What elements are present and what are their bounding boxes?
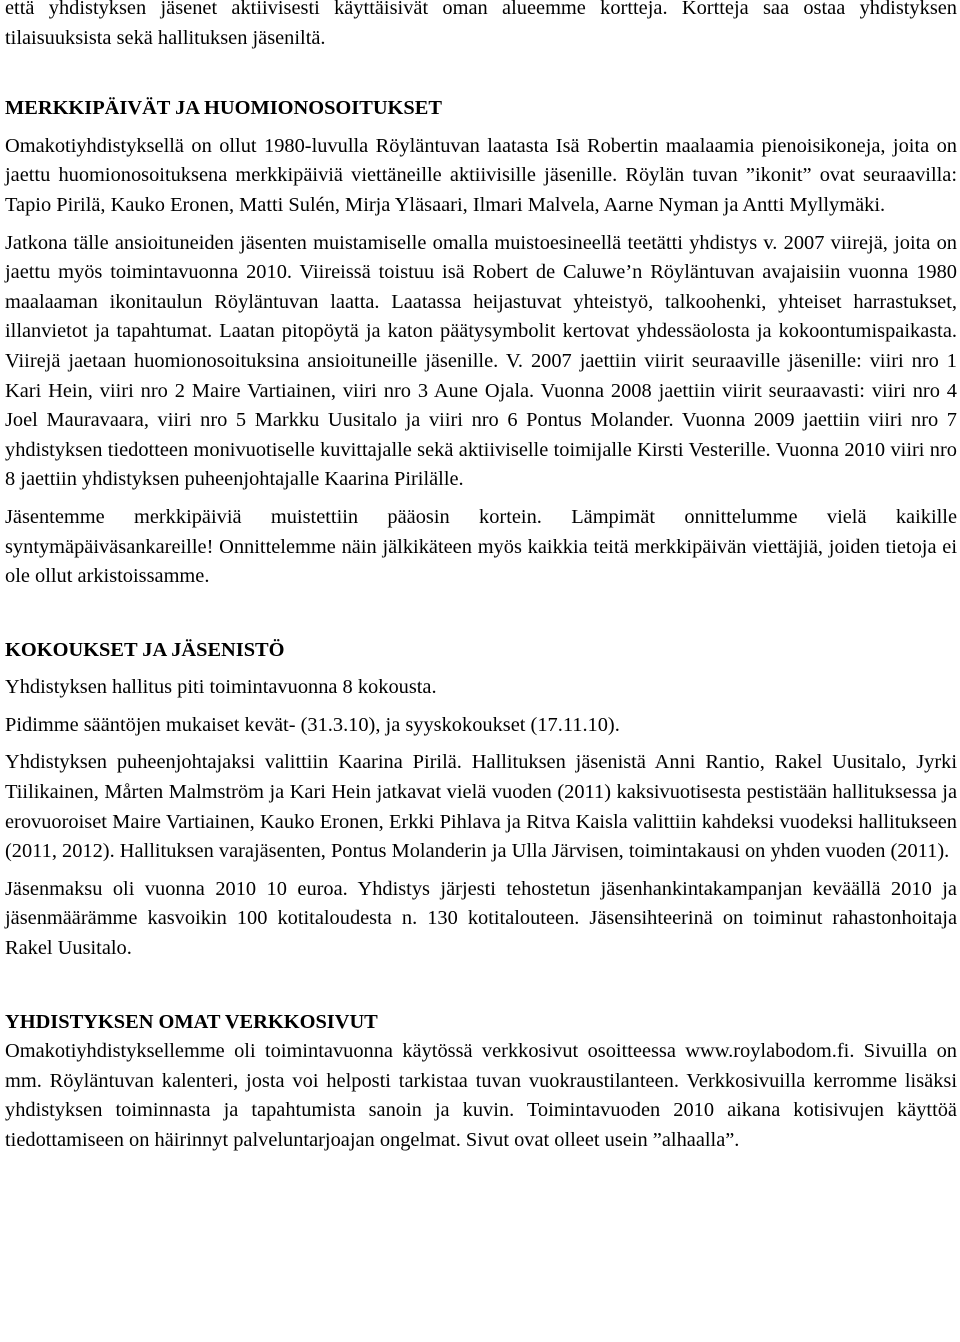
section-heading-web: YHDISTYKSEN OMAT VERKKOSIVUT [5,1010,378,1033]
web-paragraph-1: Omakotiyhdistyksellemme oli toimintavuonna käytössä verkkosivut osoitteessa www.roylabodom.fi. Sivuilla on mm. Röyläntuvan kalenteri, josta voi helposti tarkistaa tuvan vuokraustilanteen. Verkkosivuilla kerromme lisäksi yhdistyksen toiminnasta ja tapahtumista sanoin ja kuvin. Toimintavuoden 2010 aikana kotisivujen käyttöä tiedottamiseen on häirinnyt palveluntarjoajan ongelmat. Sivut ovat olleet usein ”alhaalla”. [5,1040,957,1151]
meetings-paragraph-2: Pidimme sääntöjen mukaiset kevät- (31.3.10), ja syyskokoukset (17.11.10). [5,713,620,736]
badges-paragraph-2: Jatkona tälle ansioituneiden jäsenten muistamiselle omalla muistoesineellä teetätti yhdistys v. 2007 viirejä, joita on jaettu myös toimintavuonna 2010. Viireissä toistuu isä Robert de Caluwe’n Röyläntuvan avajaisiin vuonna 1980 maalaaman ikonitaulun Röyläntuvan laatta. Laatassa heijastuvat yhteistyö, talkoohenki, yhteiset harrastukset, illanvietot ja tapahtumat. Laatan pitopöytä ja katon päätysymbolit kertovat yhdessäolosta ja kokoontumispaikasta. Viirejä jaetaan huomionosoituksina ansioituneille jäsenille. V. 2007 jaettiin viirit seuraaville jäsenille: viiri nro 1 Kari Hein, viiri nro 2 Maire Vartiainen, viiri nro 3 Aune Ojala. Vuonna 2008 jaettiin viirit seuraavasti: viiri nro 4 Joel Mauravaara, viiri nro 5 Markku Uusitalo ja viiri nro 6 Pontus Molander. Vuonna 2009 jaettiin viiri nro 7 yhdistyksen tiedotteen monivuotiselle kuvittajalle sekä aktiiviselle toimijalle Kirsti Vesterille. Vuonna 2010 viiri nro 8 jaettiin yhdistyksen puheenjohtajalle Kaarina Pirilälle. [5,231,957,491]
intro-paragraph: että yhdistyksen jäsenet aktiivisesti käyttäisivät oman alueemme kortteja. Kortteja saa ostaa yhdistyksen tilaisuuksista sekä hallituksen jäseniltä. [5,0,957,49]
meetings-paragraph-1: Yhdistyksen hallitus piti toimintavuonna 8 kokousta. [5,676,437,699]
badges-paragraph-1: Omakotiyhdistyksellä on ollut 1980-luvulla Röyläntuvan laatasta Isä Robertin maalaamia pienoisikoneja, joita on jaettu huomionosoituksena merkkipäiviä viettäneille aktiivisille jäsenille. Röylän tuvan ”ikonit” ovat seuraavilla: Tapio Pirilä, Kauko Eronen, Matti Sulén, Mirja Yläsaari, Ilmari Malvela, Aarne Nyman ja Antti Myllymäki. [5,134,957,216]
section-heading-badges: MERKKIPÄIVÄT JA HUOMIONOSOITUKSET [5,97,442,120]
meetings-paragraph-3: Yhdistyksen puheenjohtajaksi valittiin Kaarina Pirilä. Hallituksen jäsenistä Anni Rantio, Rakel Uusitalo, Jyrki Tiilikainen, Mårten Malmström ja Kari Hein jatkavat vielä vuoden (2011) kaksivuotisesta pestistään hallituksessa ja erovuoroiset Maire Vartiainen, Kauko Eronen, Erkki Pihlava ja Ritva Kaisla valittiin kahdeksi vuodeksi hallitukseen (2011, 2012). Hallituksen varajäsenten, Pontus Molanderin ja Ulla Järvisen, toimintakausi on yhden vuoden (2011). [5,751,957,863]
meetings-paragraph-4: Jäsenmaksu oli vuonna 2010 10 euroa. Yhdistys järjesti tehostetun jäsenhankintakampanjan keväällä 2010 ja jäsenmäärämme kasvoikin 100 kotitaloudesta n. 130 kotitalouteen. Jäsensihteerinä on toiminut rahastonhoitaja Rakel Uusitalo. [5,877,957,960]
section-heading-meetings: KOKOUKSET JA JÄSENISTÖ [5,638,285,661]
badges-paragraph-3: Jäsentemme merkkipäiviä muistettiin pääosin kortein. Lämpimät onnittelumme vielä kaikille syntymäpäiväsankareille! Onnittelemme näin jälkikäteen myös kaikkia teitä merkkipäivän viettäjiä, joiden tietoja ei ole ollut arkistoissamme. [5,505,957,588]
